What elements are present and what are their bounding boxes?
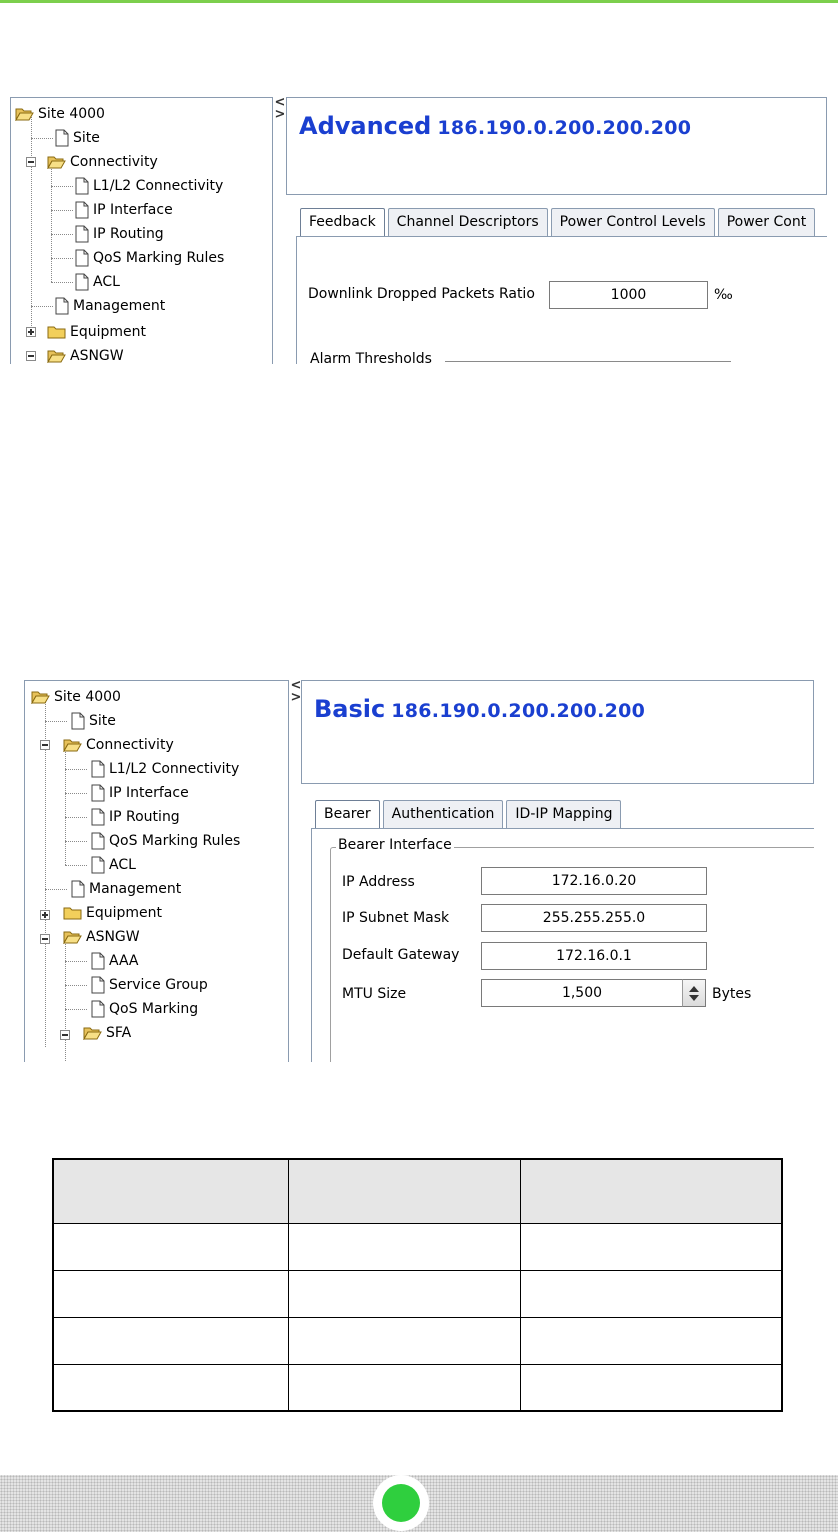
tree-item-label: Service Group xyxy=(109,977,208,993)
tree-item-ip-interface[interactable] xyxy=(91,781,189,805)
tree-item-management[interactable] xyxy=(55,294,165,318)
tree-item-label: QoS Marking xyxy=(109,1001,199,1017)
table-row xyxy=(53,1317,782,1364)
table-cell xyxy=(53,1223,288,1270)
tree-item-label: IP Routing xyxy=(93,226,164,242)
folder-closed-icon xyxy=(63,906,82,920)
tree-guide-line xyxy=(31,306,53,307)
tab-feedback[interactable]: Feedback xyxy=(300,208,385,236)
splitter-arrows-icon: < > xyxy=(274,97,286,122)
table-header-row xyxy=(53,1159,782,1223)
tree-item-management[interactable] xyxy=(71,877,181,901)
document-icon xyxy=(71,712,85,730)
unit-label: ‰ xyxy=(714,287,733,303)
collapse-icon[interactable] xyxy=(26,157,36,167)
tree-item-site[interactable] xyxy=(71,709,116,733)
table-cell xyxy=(288,1317,520,1364)
tree-guide-line xyxy=(65,745,66,865)
tree-item-equipment[interactable] xyxy=(63,901,162,925)
collapse-icon[interactable] xyxy=(26,351,36,361)
tree-item-label: QoS Marking Rules xyxy=(109,833,241,849)
tree-item-site-4000[interactable] xyxy=(15,102,105,126)
tree-guide-line xyxy=(65,769,87,770)
table-cell xyxy=(521,1317,782,1364)
tree-item-label: IP Interface xyxy=(109,785,189,801)
tree-guide-line xyxy=(65,1009,87,1010)
tree-item-label: Equipment xyxy=(86,905,162,921)
folder-open-icon xyxy=(47,349,66,363)
tree-item-site[interactable] xyxy=(55,126,100,150)
page-header xyxy=(301,680,814,784)
document-icon xyxy=(91,808,105,826)
tree-guide-line xyxy=(45,889,67,890)
tree-item-ip-routing[interactable] xyxy=(91,805,180,829)
document-icon xyxy=(75,273,89,291)
tree-item-label: Equipment xyxy=(70,324,146,340)
table-header-cell xyxy=(288,1159,520,1223)
tree-item-asngw[interactable] xyxy=(63,925,140,949)
page-title-text: Basic xyxy=(314,695,386,723)
tree-guide-line xyxy=(65,985,87,986)
device-address: 186.190.0.200.200.200 xyxy=(391,700,646,722)
tree-item-aaa[interactable] xyxy=(91,949,139,973)
table-cell xyxy=(288,1223,520,1270)
tree-item-connectivity[interactable] xyxy=(63,733,174,757)
document-icon xyxy=(75,201,89,219)
default-gateway-input[interactable] xyxy=(481,942,707,970)
tree-item-label: Site xyxy=(73,130,100,146)
tree-item-label: Site 4000 xyxy=(54,689,121,705)
stepper-down-icon[interactable] xyxy=(689,995,699,1001)
page-title xyxy=(299,112,691,140)
ip-subnet-mask-label: IP Subnet Mask xyxy=(342,910,450,926)
tree-item-l1-l2-connectivity[interactable] xyxy=(75,174,223,198)
ip-subnet-mask-input[interactable] xyxy=(481,904,707,932)
document-icon xyxy=(91,976,105,994)
expand-icon[interactable] xyxy=(26,327,36,337)
tree-guide-line xyxy=(65,841,87,842)
collapse-splitter[interactable] xyxy=(274,97,286,127)
table-cell xyxy=(521,1223,782,1270)
tree-item-label: ACL xyxy=(93,274,120,290)
tree-item-label: L1/L2 Connectivity xyxy=(93,178,224,194)
document-icon xyxy=(75,249,89,267)
splitter-arrows-icon: < > xyxy=(290,680,302,705)
tree-item-qos-marking-rules[interactable] xyxy=(91,829,240,853)
screenshot-basic xyxy=(24,680,814,1062)
tab-authentication[interactable]: Authentication xyxy=(383,800,504,828)
tree-item-acl[interactable] xyxy=(75,270,120,294)
tree-guide-line xyxy=(51,210,73,211)
tree-item-label: QoS Marking Rules xyxy=(93,250,225,266)
table-row xyxy=(53,1223,782,1270)
parameter-table xyxy=(52,1158,783,1412)
collapse-icon[interactable] xyxy=(60,1030,70,1040)
tab-power-control[interactable]: Power Cont xyxy=(718,208,815,236)
tree-item-qos-marking[interactable] xyxy=(91,997,198,1021)
document-icon xyxy=(91,1000,105,1018)
ip-address-input[interactable] xyxy=(481,867,707,895)
tree-guide-line xyxy=(65,961,87,962)
page-title-text: Advanced xyxy=(299,112,432,140)
tree-item-label: SFA xyxy=(106,1025,132,1041)
stepper-up-icon[interactable] xyxy=(689,986,699,992)
tree-item-service-group[interactable] xyxy=(91,973,208,997)
table-cell xyxy=(53,1364,288,1411)
tree-guide-line xyxy=(31,114,32,328)
tree-guide-line xyxy=(65,937,66,1062)
document-icon xyxy=(55,297,69,315)
section-title: Alarm Thresholds xyxy=(310,351,432,364)
document-icon xyxy=(75,177,89,195)
tree-item-label: AAA xyxy=(109,953,139,969)
tree-guide-line xyxy=(45,721,67,722)
tree-item-label: IP Interface xyxy=(93,202,173,218)
tree-item-label: IP Routing xyxy=(109,809,180,825)
tree-item-label: Management xyxy=(89,881,182,897)
tab-bar xyxy=(300,208,818,236)
table-row xyxy=(53,1270,782,1317)
folder-open-icon xyxy=(63,930,82,944)
tree-guide-line xyxy=(65,817,87,818)
document-icon xyxy=(91,952,105,970)
tree-guide-line xyxy=(51,282,73,283)
tree-guide-line xyxy=(51,234,73,235)
collapse-icon[interactable] xyxy=(40,740,50,750)
tree-item-qos-marking-rules[interactable] xyxy=(75,246,224,270)
document-icon xyxy=(71,880,85,898)
document-icon xyxy=(91,856,105,874)
table-cell xyxy=(53,1317,288,1364)
tree-item-label: Site 4000 xyxy=(38,106,105,122)
ip-address-label: IP Address xyxy=(342,874,415,890)
tree-guide-line xyxy=(65,793,87,794)
default-gateway-label: Default Gateway xyxy=(342,947,460,963)
tree-item-label: ACL xyxy=(109,857,136,873)
tree-item-label: ASNGW xyxy=(70,348,124,364)
tree-item-asngw[interactable] xyxy=(47,344,124,364)
downlink-dropped-packets-ratio-input[interactable] xyxy=(549,281,708,309)
tree-item-connectivity[interactable] xyxy=(47,150,158,174)
tree-item-label: L1/L2 Connectivity xyxy=(109,761,240,777)
table-cell xyxy=(521,1364,782,1411)
tree-item-ip-interface[interactable] xyxy=(75,198,173,222)
tree-item-label: ASNGW xyxy=(86,929,140,945)
downlink-dropped-packets-ratio-label: Downlink Dropped Packets Ratio xyxy=(308,286,535,302)
folder-open-icon xyxy=(83,1026,102,1040)
folder-open-icon xyxy=(47,155,66,169)
tab-bar xyxy=(315,800,624,828)
mtu-size-label: MTU Size xyxy=(342,986,407,1002)
mtu-size-stepper[interactable] xyxy=(682,979,706,1007)
document-icon xyxy=(55,129,69,147)
tab-id-ip-mapping[interactable]: ID-IP Mapping xyxy=(506,800,621,828)
screenshot-advanced xyxy=(10,97,827,364)
tree-item-site-4000[interactable] xyxy=(31,685,121,709)
document-icon xyxy=(75,225,89,243)
tab-channel-descriptors[interactable]: Channel Descriptors xyxy=(388,208,548,236)
tree-item-label: Site xyxy=(89,713,116,729)
folder-open-icon xyxy=(31,690,50,704)
tree-item-label: Connectivity xyxy=(86,737,174,753)
tab-bearer[interactable]: Bearer xyxy=(315,800,380,828)
document-icon xyxy=(91,760,105,778)
tab-power-control-levels[interactable]: Power Control Levels xyxy=(551,208,715,236)
tree-guide-line xyxy=(65,865,87,866)
document-icon xyxy=(91,784,105,802)
mtu-size-input[interactable] xyxy=(481,979,683,1007)
navigation-tree xyxy=(24,680,289,1062)
table-header-cell xyxy=(521,1159,782,1223)
table-cell xyxy=(288,1364,520,1411)
tree-item-label: Management xyxy=(73,298,166,314)
page-header xyxy=(286,97,827,195)
navigation-tree xyxy=(10,97,273,364)
table-row xyxy=(53,1364,782,1411)
folder-open-icon xyxy=(15,107,34,121)
page-marker-dot-icon xyxy=(382,1484,420,1522)
tree-item-label: Connectivity xyxy=(70,154,158,170)
tree-guide-line xyxy=(51,162,52,282)
page-top-rule xyxy=(0,0,838,3)
tree-item-acl[interactable] xyxy=(91,853,136,877)
collapse-icon[interactable] xyxy=(40,934,50,944)
table-header-cell xyxy=(53,1159,288,1223)
device-address: 186.190.0.200.200.200 xyxy=(437,117,692,139)
tree-item-ip-routing[interactable] xyxy=(75,222,164,246)
section-divider xyxy=(445,361,731,362)
table-cell xyxy=(521,1270,782,1317)
tree-guide-line xyxy=(51,186,73,187)
table-cell xyxy=(53,1270,288,1317)
tree-item-sfa[interactable] xyxy=(83,1021,131,1045)
tree-item-l1-l2-connectivity[interactable] xyxy=(91,757,239,781)
table-cell xyxy=(288,1270,520,1317)
tree-item-equipment[interactable] xyxy=(47,320,146,344)
mtu-unit-label: Bytes xyxy=(712,986,752,1002)
tree-guide-line xyxy=(51,258,73,259)
expand-icon[interactable] xyxy=(40,910,50,920)
page-title xyxy=(314,695,645,723)
tree-guide-line xyxy=(31,138,53,139)
group-title: Bearer Interface xyxy=(338,837,452,853)
folder-open-icon xyxy=(63,738,82,752)
document-icon xyxy=(91,832,105,850)
folder-closed-icon xyxy=(47,325,66,339)
